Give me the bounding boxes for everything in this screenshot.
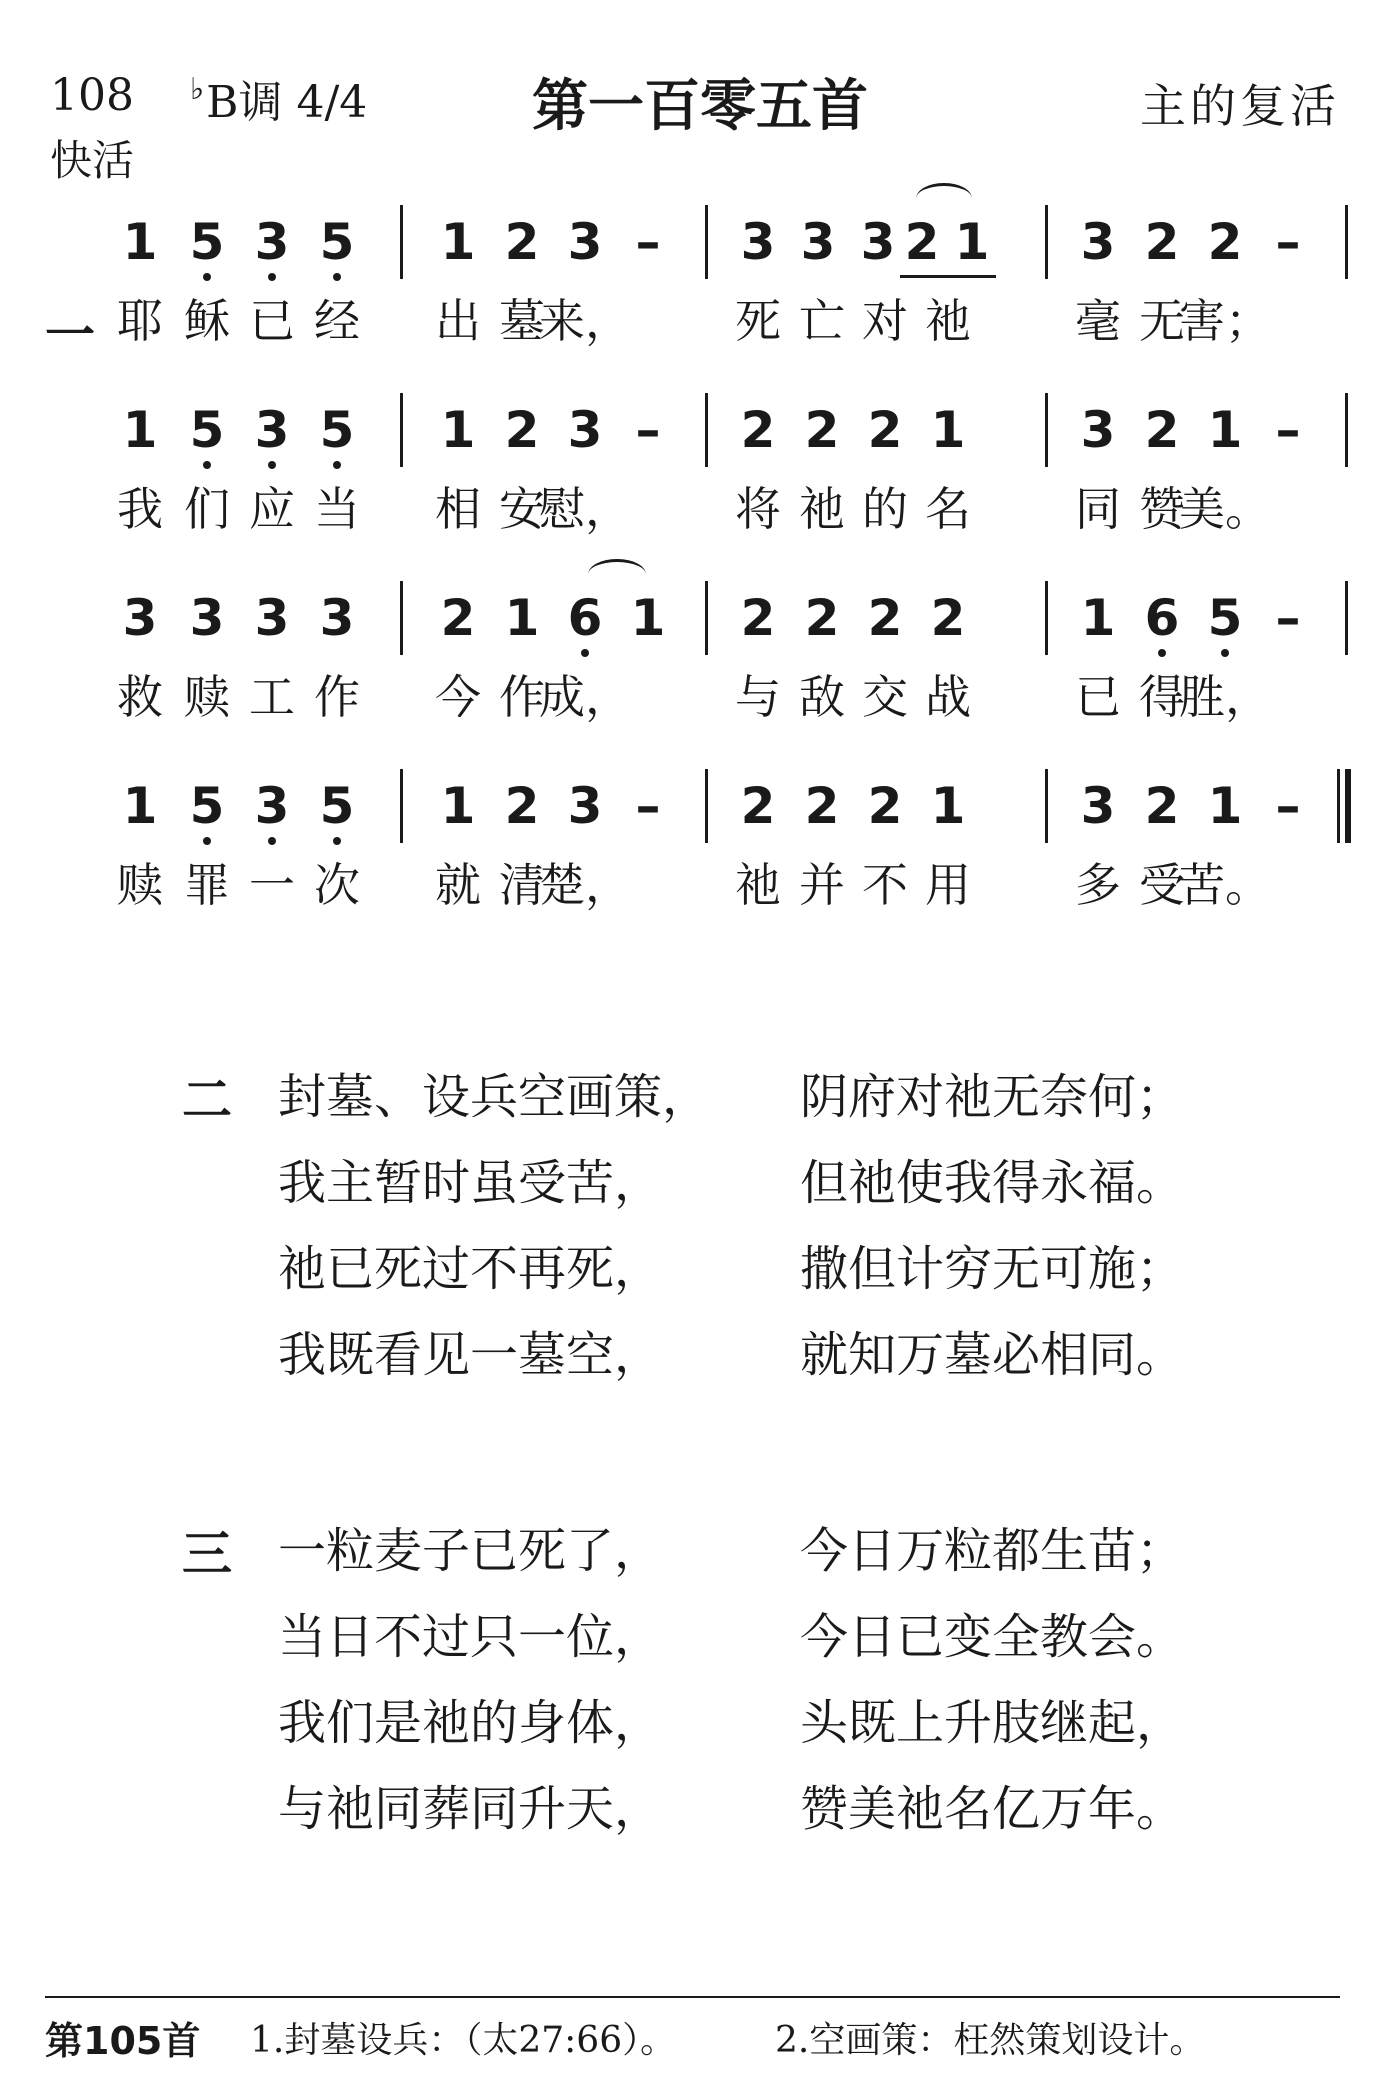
note: 3 — [1080, 213, 1116, 271]
note: 2 — [1144, 213, 1180, 271]
note: 1 — [440, 777, 476, 835]
sustain-dash: – — [1275, 401, 1301, 459]
lyric-syllable: 罪 — [184, 858, 230, 912]
note: 5 — [185, 781, 229, 831]
flat-sign: ♭ — [190, 72, 205, 107]
lyric-syllable: 害； — [1179, 294, 1271, 348]
barline — [1045, 393, 1048, 467]
note: 1 — [122, 213, 158, 271]
note: 2 — [740, 777, 776, 835]
verse-line: 我既看见一墓空， — [278, 1327, 663, 1383]
note: 1 — [504, 589, 540, 647]
verse-line: 一粒麦子已死了， — [278, 1523, 663, 1579]
lyric-syllable: 慰， — [539, 482, 631, 536]
note: 3 — [567, 777, 603, 835]
lyric-syllable: 祂 — [799, 482, 845, 536]
verse-number-2: 二 — [182, 1071, 232, 1129]
barline — [400, 581, 403, 655]
lyric-syllable: 毫 — [1075, 294, 1121, 348]
note: 1 — [1207, 401, 1243, 459]
note: 1 — [1207, 777, 1243, 835]
lyric-syllable: 赞 — [1139, 482, 1185, 536]
note: 2 — [740, 589, 776, 647]
lyric-syllable: 们 — [184, 482, 230, 536]
octave-dot — [203, 461, 211, 469]
note: 5 — [185, 217, 229, 267]
note: 3 — [1080, 401, 1116, 459]
note: 2 — [1144, 777, 1180, 835]
note: 3 — [800, 213, 836, 271]
page-number: 108 — [50, 70, 134, 121]
note: 3 — [1080, 777, 1116, 835]
lyric-syllable: 交 — [862, 670, 908, 724]
lyric-syllable: 对 — [862, 294, 908, 348]
lyric-syllable: 胜， — [1179, 670, 1271, 724]
hymn-title: 第一百零五首 — [532, 74, 868, 139]
note: 6 — [563, 593, 607, 643]
sustain-dash: – — [635, 777, 661, 835]
note: 3 — [189, 589, 225, 647]
lyric-syllable: 祂 — [925, 294, 971, 348]
footnote-label: 第105首 — [45, 2019, 201, 2063]
lyric-syllable: 美。 — [1179, 482, 1271, 536]
barline — [1045, 769, 1048, 843]
lyric-syllable: 战 — [925, 670, 971, 724]
verse-line: 封墓、设兵空画策， — [278, 1069, 711, 1125]
lyric-syllable: 同 — [1075, 482, 1121, 536]
octave-dot — [333, 837, 341, 845]
key-text: B调 4/4 — [206, 77, 368, 128]
octave-dot — [1158, 649, 1166, 657]
note: 2 — [1144, 401, 1180, 459]
lyric-syllable: 救 — [117, 670, 163, 724]
note: 1 — [1080, 589, 1116, 647]
lyric-syllable: 经 — [314, 294, 360, 348]
verse-line: 我主暂时虽受苦， — [278, 1155, 663, 1211]
tempo-marking: 快活 — [50, 136, 135, 185]
lyric-syllable: 赎 — [184, 670, 230, 724]
sustain-dash: – — [1275, 777, 1301, 835]
note: 1 — [440, 213, 476, 271]
barline — [705, 393, 708, 467]
barline — [1045, 581, 1048, 655]
note: 2 — [804, 777, 840, 835]
lyric-syllable: 清 — [499, 858, 545, 912]
lyric-syllable: 并 — [799, 858, 845, 912]
note: 5 — [315, 217, 359, 267]
octave-dot — [268, 837, 276, 845]
note: 3 — [250, 217, 294, 267]
verse-line: 与祂同葬同升天， — [278, 1781, 663, 1837]
lyric-syllable: 耶 — [117, 294, 163, 348]
note: 2 — [504, 213, 540, 271]
verse-line: 赞美祂名亿万年。 — [800, 1781, 1185, 1837]
verse-line: 祂已死过不再死， — [278, 1241, 663, 1297]
octave-dot — [268, 273, 276, 281]
lyric-syllable: 出 — [435, 294, 481, 348]
lyric-syllable: 应 — [249, 482, 295, 536]
lyric-syllable: 稣 — [184, 294, 230, 348]
note: 2 — [440, 589, 476, 647]
note: 1 — [630, 589, 666, 647]
octave-dot — [333, 461, 341, 469]
lyric-syllable: 当 — [314, 482, 360, 536]
note: 2 — [740, 401, 776, 459]
note: 2 — [904, 213, 940, 271]
barline — [1045, 205, 1048, 279]
slur — [916, 183, 972, 214]
lyric-syllable: 来， — [539, 294, 631, 348]
note: 1 — [440, 401, 476, 459]
lyric-syllable: 受 — [1139, 858, 1185, 912]
lyric-syllable: 已 — [1075, 670, 1121, 724]
lyric-syllable: 苦。 — [1179, 858, 1271, 912]
note: 3 — [319, 589, 355, 647]
octave-dot — [203, 837, 211, 845]
note: 3 — [740, 213, 776, 271]
sustain-dash: – — [635, 213, 661, 271]
lyric-syllable: 成， — [539, 670, 631, 724]
note: 2 — [804, 401, 840, 459]
barline — [705, 205, 708, 279]
lyric-syllable: 敌 — [799, 670, 845, 724]
lyric-syllable: 就 — [435, 858, 481, 912]
lyric-syllable: 死 — [735, 294, 781, 348]
note: 2 — [504, 777, 540, 835]
note: 3 — [567, 401, 603, 459]
note: 2 — [804, 589, 840, 647]
final-barline-thin — [1337, 769, 1340, 843]
lyric-syllable: 我 — [117, 482, 163, 536]
octave-dot — [581, 649, 589, 657]
lyric-syllable: 今 — [435, 670, 481, 724]
footnote-2: 2.空画策：枉然策划设计。 — [775, 2020, 1206, 2061]
sustain-dash: – — [1275, 589, 1301, 647]
barline — [1345, 581, 1348, 655]
verse-line: 今日已变全教会。 — [800, 1609, 1185, 1665]
note: 2 — [504, 401, 540, 459]
lyric-syllable: 的 — [862, 482, 908, 536]
lyric-syllable: 用 — [925, 858, 971, 912]
note: 5 — [315, 405, 359, 455]
verse-number-3: 三 — [182, 1525, 232, 1583]
note: 5 — [1203, 593, 1247, 643]
lyric-syllable: 无 — [1139, 294, 1185, 348]
note: 3 — [860, 213, 896, 271]
verse-line: 但祂使我得永福。 — [800, 1155, 1185, 1211]
barline — [400, 393, 403, 467]
verse-line: 头既上升肢继起， — [800, 1695, 1185, 1751]
lyric-syllable: 名 — [925, 482, 971, 536]
lyric-syllable: 多 — [1075, 858, 1121, 912]
lyric-syllable: 祂 — [735, 858, 781, 912]
octave-dot — [268, 461, 276, 469]
verse-line: 阴府对祂无奈何； — [800, 1069, 1185, 1125]
lyric-syllable: 已 — [249, 294, 295, 348]
slur — [588, 559, 646, 590]
note: 5 — [315, 781, 359, 831]
barline — [705, 581, 708, 655]
lyric-syllable: 相 — [435, 482, 481, 536]
note: 1 — [954, 213, 990, 271]
lyric-syllable: 作 — [499, 670, 545, 724]
note: 2 — [867, 589, 903, 647]
lyric-syllable: 次 — [314, 858, 360, 912]
barline — [1345, 393, 1348, 467]
note: 3 — [122, 589, 158, 647]
hymn-category: 主的复活 — [1140, 79, 1340, 133]
lyric-syllable: 楚， — [539, 858, 631, 912]
barline — [705, 769, 708, 843]
octave-dot — [203, 273, 211, 281]
footnote-1: 1.封墓设兵：（太27:66）。 — [250, 2020, 677, 2061]
lyric-syllable: 赎 — [117, 858, 163, 912]
lyric-syllable: 墓 — [499, 294, 545, 348]
lyric-syllable: 安 — [499, 482, 545, 536]
note: 3 — [567, 213, 603, 271]
lyric-syllable: 得 — [1139, 670, 1185, 724]
lyric-syllable: 不 — [862, 858, 908, 912]
note: 5 — [185, 405, 229, 455]
note: 1 — [930, 401, 966, 459]
footnote-divider — [45, 1996, 1340, 1998]
barline — [400, 769, 403, 843]
note: 2 — [867, 777, 903, 835]
octave-dot — [1221, 649, 1229, 657]
final-barline-thick — [1345, 769, 1351, 843]
lyric-syllable: 一 — [249, 858, 295, 912]
note: 1 — [930, 777, 966, 835]
note: 6 — [1140, 593, 1184, 643]
note: 3 — [250, 405, 294, 455]
note: 2 — [930, 589, 966, 647]
lyric-syllable: 将 — [735, 482, 781, 536]
sustain-dash: – — [635, 401, 661, 459]
lyric-syllable: 作 — [314, 670, 360, 724]
verse-line: 今日万粒都生苗； — [800, 1523, 1185, 1579]
note: 3 — [250, 781, 294, 831]
verse-number-1: 一 — [45, 306, 95, 364]
octave-dot — [333, 273, 341, 281]
note: 2 — [1207, 213, 1243, 271]
note: 2 — [867, 401, 903, 459]
verse-line: 就知万墓必相同。 — [800, 1327, 1185, 1383]
barline — [400, 205, 403, 279]
lyric-syllable: 工 — [249, 670, 295, 724]
verse-line: 撒但计穷无可施； — [800, 1241, 1185, 1297]
note: 1 — [122, 777, 158, 835]
barline — [1345, 205, 1348, 279]
sustain-dash: – — [1275, 213, 1301, 271]
note: 3 — [254, 589, 290, 647]
eighth-note-beam — [900, 275, 996, 278]
lyric-syllable: 与 — [735, 670, 781, 724]
verse-line: 当日不过只一位， — [278, 1609, 663, 1665]
note: 1 — [122, 401, 158, 459]
verse-line: 我们是祂的身体， — [278, 1695, 663, 1751]
lyric-syllable: 亡 — [799, 294, 845, 348]
